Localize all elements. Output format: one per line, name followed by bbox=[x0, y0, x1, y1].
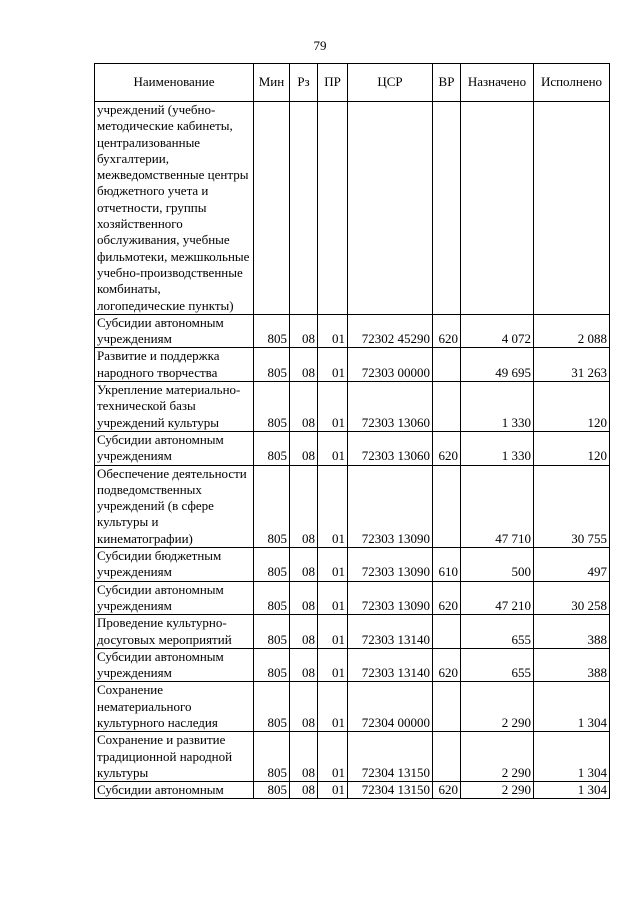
cell-vr bbox=[433, 348, 461, 382]
cell-csr: 72304 13150 bbox=[348, 732, 433, 782]
cell-rz: 08 bbox=[290, 314, 318, 348]
cell-executed: 388 bbox=[534, 648, 610, 682]
budget-table bbox=[94, 63, 610, 799]
cell-pr: 01 bbox=[318, 615, 348, 649]
cell-min: 805 bbox=[254, 732, 290, 782]
cell-min: 805 bbox=[254, 782, 290, 799]
cell-vr bbox=[433, 682, 461, 732]
cell-min: 805 bbox=[254, 581, 290, 615]
cell-name: Субсидии автономным bbox=[95, 782, 254, 799]
header-planned: Назначено bbox=[461, 64, 534, 102]
cell-min: 805 bbox=[254, 548, 290, 582]
cell-name: Субсидии автономным учреждениям bbox=[95, 648, 254, 682]
cell-planned: 2 290 bbox=[461, 682, 534, 732]
table-row bbox=[95, 682, 610, 732]
cell-name: Развитие и поддержка народного творчества bbox=[95, 348, 254, 382]
cell-executed: 1 304 bbox=[534, 782, 610, 799]
cell-pr: 01 bbox=[318, 682, 348, 732]
cell-min: 805 bbox=[254, 314, 290, 348]
cell-min bbox=[254, 102, 290, 315]
cell-name: Сохранение и развитие традиционной народной культуры bbox=[95, 732, 254, 782]
cell-min: 805 bbox=[254, 615, 290, 649]
cell-planned bbox=[461, 102, 534, 315]
cell-csr: 72303 13140 bbox=[348, 615, 433, 649]
cell-csr: 72303 13140 bbox=[348, 648, 433, 682]
cell-executed: 497 bbox=[534, 548, 610, 582]
cell-executed: 30 755 bbox=[534, 465, 610, 547]
table-header-row bbox=[95, 64, 610, 102]
cell-name: Проведение культурно-досуговых мероприятий bbox=[95, 615, 254, 649]
cell-pr: 01 bbox=[318, 548, 348, 582]
cell-vr: 620 bbox=[433, 581, 461, 615]
cell-pr: 01 bbox=[318, 732, 348, 782]
table-row bbox=[95, 348, 610, 382]
cell-name: Субсидии автономным учреждениям bbox=[95, 581, 254, 615]
cell-csr: 72302 45290 bbox=[348, 314, 433, 348]
cell-csr: 72303 13090 bbox=[348, 465, 433, 547]
table-row bbox=[95, 382, 610, 432]
cell-planned: 1 330 bbox=[461, 431, 534, 465]
cell-rz: 08 bbox=[290, 465, 318, 547]
table-row bbox=[95, 548, 610, 582]
table-row bbox=[95, 314, 610, 348]
cell-min: 805 bbox=[254, 648, 290, 682]
cell-pr: 01 bbox=[318, 465, 348, 547]
cell-csr: 72303 13060 bbox=[348, 431, 433, 465]
cell-executed: 120 bbox=[534, 382, 610, 432]
cell-csr: 72303 13060 bbox=[348, 382, 433, 432]
cell-vr bbox=[433, 732, 461, 782]
cell-vr: 620 bbox=[433, 782, 461, 799]
cell-vr bbox=[433, 615, 461, 649]
cell-rz: 08 bbox=[290, 581, 318, 615]
cell-name: учреждений (учебно-методические кабинеты, централизованные бухгалтерии, межведомственные центры бюджетного учета и отчетности, группы хозяйственного обслуживания, учебные фильмотеки, межшкольные учебно-производственные комбинаты, логопедические пункты) bbox=[95, 102, 254, 315]
page-number: 79 bbox=[313, 38, 327, 53]
cell-rz: 08 bbox=[290, 782, 318, 799]
cell-csr: 72303 13090 bbox=[348, 581, 433, 615]
table-row bbox=[95, 581, 610, 615]
cell-executed: 1 304 bbox=[534, 682, 610, 732]
cell-planned: 655 bbox=[461, 615, 534, 649]
cell-csr: 72304 00000 bbox=[348, 682, 433, 732]
cell-vr: 620 bbox=[433, 648, 461, 682]
cell-rz: 08 bbox=[290, 431, 318, 465]
cell-vr bbox=[433, 382, 461, 432]
table-row bbox=[95, 615, 610, 649]
cell-csr: 72303 13090 bbox=[348, 548, 433, 582]
cell-rz bbox=[290, 102, 318, 315]
table-body bbox=[95, 102, 610, 799]
cell-executed bbox=[534, 102, 610, 315]
cell-rz: 08 bbox=[290, 382, 318, 432]
cell-planned: 500 bbox=[461, 548, 534, 582]
cell-name: Обеспечение деятельности подведомственных учреждений (в сфере культуры и кинематографии) bbox=[95, 465, 254, 547]
cell-executed: 120 bbox=[534, 431, 610, 465]
cell-planned: 655 bbox=[461, 648, 534, 682]
cell-executed: 30 258 bbox=[534, 581, 610, 615]
cell-rz: 08 bbox=[290, 732, 318, 782]
cell-pr: 01 bbox=[318, 648, 348, 682]
cell-pr: 01 bbox=[318, 382, 348, 432]
cell-vr bbox=[433, 102, 461, 315]
table-row bbox=[95, 102, 610, 315]
table-row bbox=[95, 431, 610, 465]
cell-name: Субсидии автономным учреждениям bbox=[95, 431, 254, 465]
cell-csr: 72304 13150 bbox=[348, 782, 433, 799]
cell-name: Сохранение нематериального культурного наследия bbox=[95, 682, 254, 732]
table-row bbox=[95, 648, 610, 682]
cell-name: Укрепление материально-технической базы учреждений культуры bbox=[95, 382, 254, 432]
table-row bbox=[95, 782, 610, 799]
header-pr: ПР bbox=[318, 64, 348, 102]
cell-pr: 01 bbox=[318, 348, 348, 382]
cell-min: 805 bbox=[254, 682, 290, 732]
cell-name: Субсидии бюджетным учреждениям bbox=[95, 548, 254, 582]
cell-csr: 72303 00000 bbox=[348, 348, 433, 382]
cell-vr: 620 bbox=[433, 431, 461, 465]
header-rz: Рз bbox=[290, 64, 318, 102]
cell-rz: 08 bbox=[290, 648, 318, 682]
cell-planned: 2 290 bbox=[461, 782, 534, 799]
cell-vr bbox=[433, 465, 461, 547]
cell-pr: 01 bbox=[318, 431, 348, 465]
cell-planned: 47 710 bbox=[461, 465, 534, 547]
cell-rz: 08 bbox=[290, 548, 318, 582]
cell-pr: 01 bbox=[318, 782, 348, 799]
cell-executed: 2 088 bbox=[534, 314, 610, 348]
table-row bbox=[95, 465, 610, 547]
cell-rz: 08 bbox=[290, 682, 318, 732]
cell-rz: 08 bbox=[290, 615, 318, 649]
cell-executed: 388 bbox=[534, 615, 610, 649]
cell-min: 805 bbox=[254, 465, 290, 547]
cell-min: 805 bbox=[254, 348, 290, 382]
cell-pr: 01 bbox=[318, 581, 348, 615]
table-row bbox=[95, 732, 610, 782]
cell-name: Субсидии автономным учреждениям bbox=[95, 314, 254, 348]
cell-rz: 08 bbox=[290, 348, 318, 382]
cell-csr bbox=[348, 102, 433, 315]
header-csr: ЦСР bbox=[348, 64, 433, 102]
header-name: Наименование bbox=[95, 64, 254, 102]
cell-planned: 47 210 bbox=[461, 581, 534, 615]
cell-executed: 31 263 bbox=[534, 348, 610, 382]
cell-min: 805 bbox=[254, 382, 290, 432]
cell-pr: 01 bbox=[318, 314, 348, 348]
cell-planned: 4 072 bbox=[461, 314, 534, 348]
cell-executed: 1 304 bbox=[534, 732, 610, 782]
cell-min: 805 bbox=[254, 431, 290, 465]
header-executed: Исполнено bbox=[534, 64, 610, 102]
header-vr: ВР bbox=[433, 64, 461, 102]
cell-planned: 49 695 bbox=[461, 348, 534, 382]
cell-planned: 2 290 bbox=[461, 732, 534, 782]
header-min: Мин bbox=[254, 64, 290, 102]
cell-pr bbox=[318, 102, 348, 315]
cell-vr: 610 bbox=[433, 548, 461, 582]
cell-vr: 620 bbox=[433, 314, 461, 348]
cell-planned: 1 330 bbox=[461, 382, 534, 432]
